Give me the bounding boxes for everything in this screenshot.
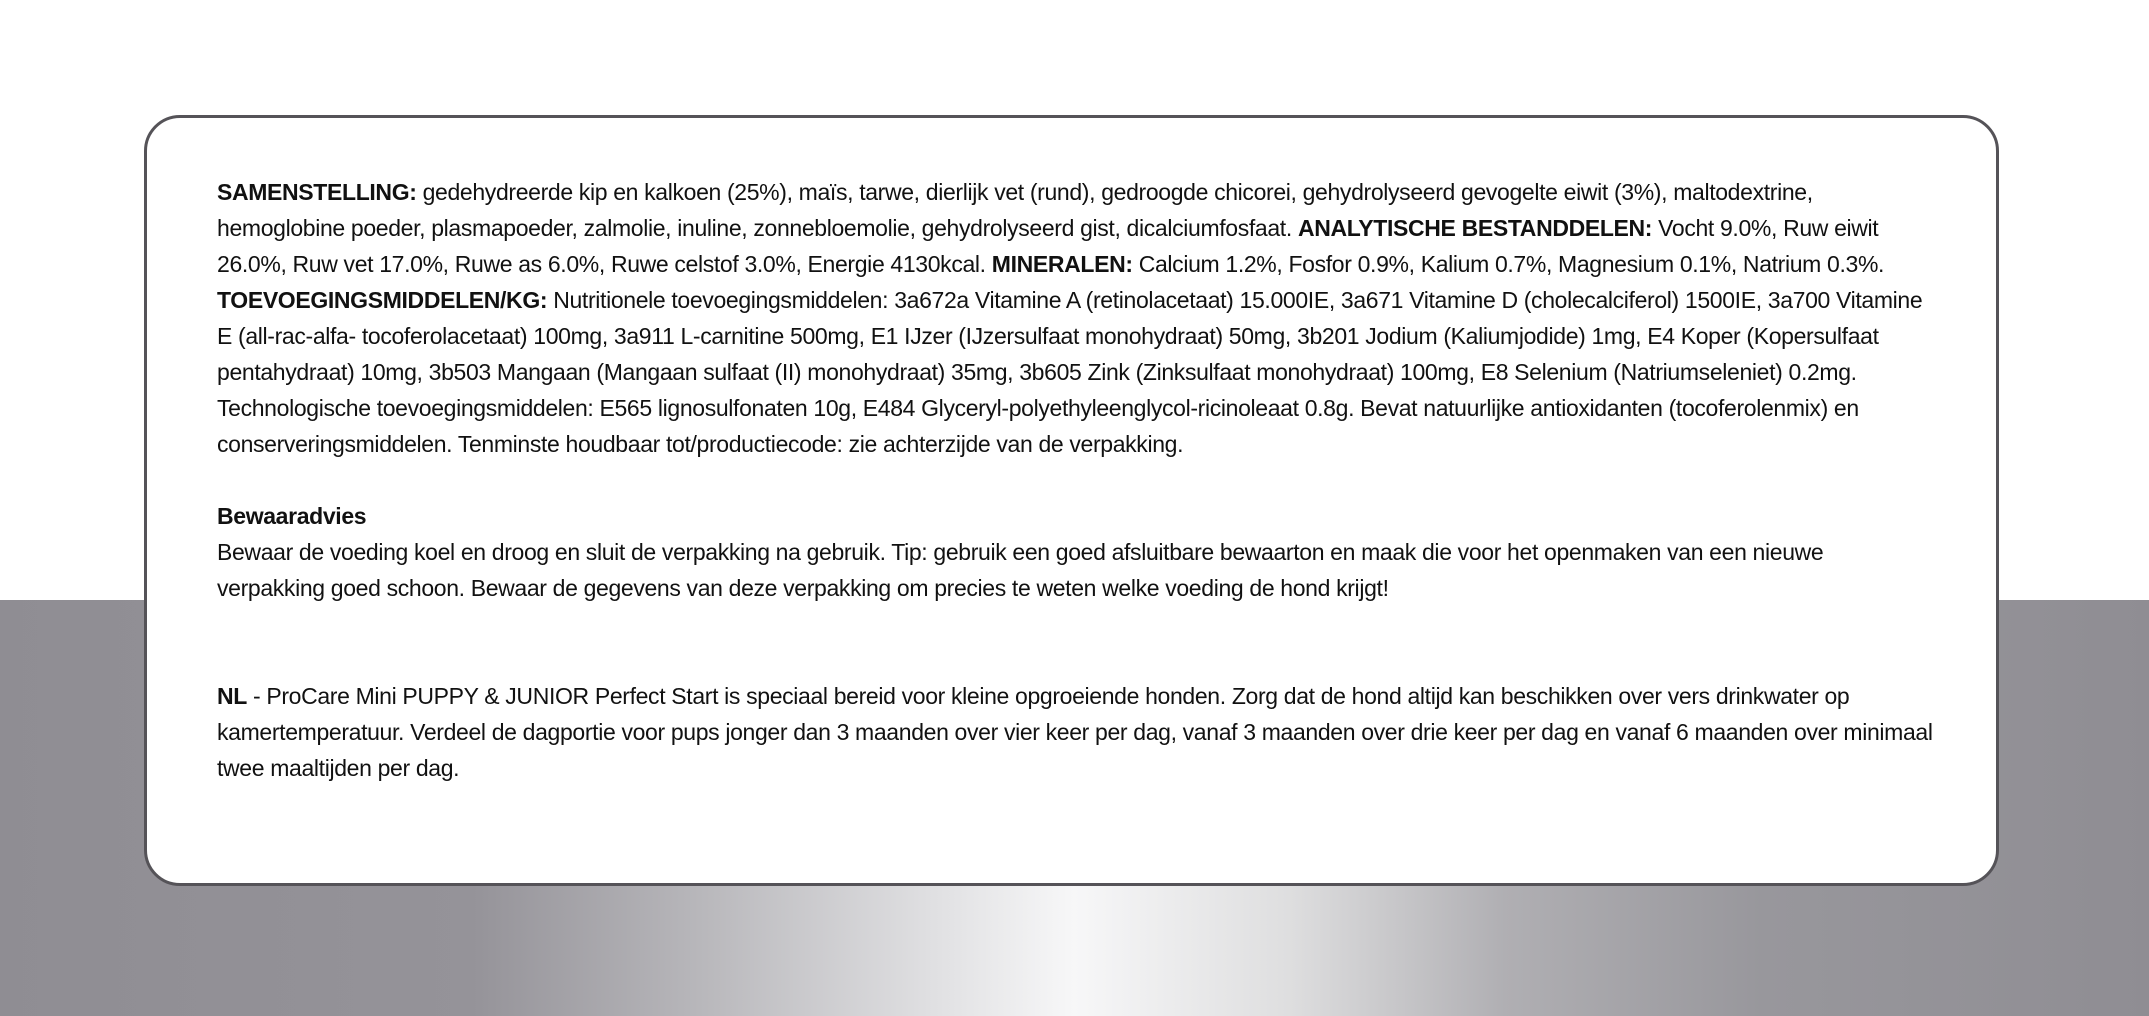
feeding-paragraph [217, 678, 1937, 786]
minerals-values: Calcium 1.2%, Fosfor 0.9%, Kalium 0.7%, Magnesium 0.1%, Natrium 0.3%. [1132, 251, 1885, 277]
composition-heading: SAMENSTELLING: [217, 179, 417, 205]
composition-ingredients: gedehydreerde kip en kalkoen (25%), maïs, tarwe, dierlijk vet (rund), gedroogde chicorei, gehydrolyseerd gevogelte eiwit (3%), maltodextrine, hemoglobine poeder, plasmapoeder, zalmolie, inuline, zonnebloemolie, gehydrolyseerd gist, dicalciumfosfaat. [217, 179, 1813, 241]
label-card [144, 115, 1999, 886]
language-code: NL [217, 683, 247, 709]
minerals-heading: MINERALEN: [991, 251, 1133, 277]
analytic-values: Vocht 9.0%, Ruw eiwit 26.0%, Ruw vet 17.0%, Ruwe as 6.0%, Ruwe celstof 3.0%, Energie 4130kcal. [217, 215, 1879, 277]
composition-paragraph [217, 174, 1937, 462]
storage-heading: Bewaaradvies [217, 503, 367, 529]
analytic-heading: ANALYTISCHE BESTANDDELEN: [1297, 215, 1653, 241]
feeding-text: - ProCare Mini PUPPY & JUNIOR Perfect Start is speciaal bereid voor kleine opgroeiende honden. Zorg dat de hond altijd kan beschikken over vers drinkwater op kamertemperatuur. Verdeel de dagportie voor pups jonger dan 3 maanden over vier keer per dag, vanaf 3 maanden over drie keer per dag en vanaf 6 maanden over minimaal twee maaltijden per dag. [217, 683, 1933, 781]
spacer [217, 606, 1937, 678]
storage-text: Bewaar de voeding koel en droog en sluit de verpakking na gebruik. Tip: gebruik een goed afsluitbare bewaarton en maak die voor het openmaken van een nieuwe verpakking goed schoon. Bewaar de gegevens van deze verpakking om precies te weten welke voeding de hond krijgt! [217, 539, 1824, 601]
additives-heading: TOEVOEGINGSMIDDELEN/KG: [217, 287, 548, 313]
additives-values: Nutritionele toevoegingsmiddelen: 3a672a Vitamine A (retinolacetaat) 15.000IE, 3a671 Vitamine D (cholecalciferol) 1500IE, 3a700 Vitamine E (all-rac-alfa- tocoferolacetaat) 100mg, 3a911 L-carnitine 500mg, E1 IJzer (IJzersulfaat monohydraat) 50mg, 3b201 Jodium (Kaliumjodide) 1mg, E4 Koper (Kopersulfaat pentahydraat) 10mg, 3b503 Mangaan (Mangaan sulfaat (II) monohydraat) 35mg, 3b605 Zink (Zinksulfaat monohydraat) 100mg, E8 Selenium (Natriumseleniet) 0.2mg. Technologische toevoegingsmiddelen: E565 lignosulfonaten 10g, E484 Glyceryl-polyethyleenglycol-ricinoleaat 0.8g. Bevat natuurlijke antioxidanten (tocoferolenmix) en conserveringsmiddelen. Tenminste houdbaar tot/productiecode: zie achterzijde van de verpakking. [217, 287, 1923, 457]
spacer [217, 462, 1937, 498]
label-content [217, 174, 1937, 786]
